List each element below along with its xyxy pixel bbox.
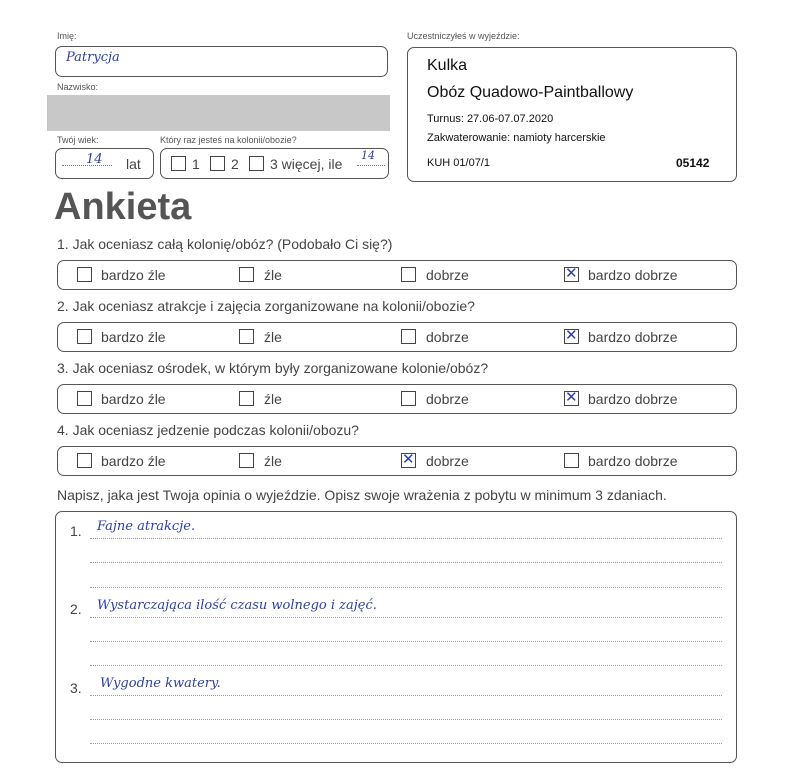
age-label: Twój wiek: [57, 135, 99, 145]
dotted-line [90, 743, 722, 744]
trip-turnus: Turnus: 27.06-07.07.2020 [427, 113, 554, 125]
q1-option-very-bad-checkbox[interactable] [77, 267, 92, 282]
trip-number: 05142 [676, 156, 710, 170]
opinion-prompt: Napisz, jaka jest Twoja opinia o wyjeździe. Opisz swoje wrażenia z pobytu w minimum 3 zdaniach. [57, 487, 667, 503]
q3-option-good-checkbox[interactable] [401, 391, 416, 406]
dotted-line [90, 695, 722, 696]
survey-title: Ankieta [54, 186, 192, 228]
which-time-option-3: 3 więcej, ile [270, 156, 343, 172]
trip-camp-name: Obóz Quadowo-Paintballowy [427, 84, 634, 101]
q1-option-very-good-checkbox[interactable] [564, 267, 579, 282]
which-time-label: Który raz jesteś na kolonii/obozie? [160, 135, 297, 145]
which-time-option-2: 2 [231, 156, 239, 172]
q4-option-good-checkbox[interactable] [401, 453, 416, 468]
which-time-checkbox-2[interactable] [210, 156, 225, 171]
rating-row-4 [57, 446, 737, 476]
q4-option-very-bad-label: bardzo źle [101, 453, 166, 469]
q1-option-bad-label: źle [264, 267, 282, 283]
q4-option-bad-checkbox[interactable] [239, 453, 254, 468]
rating-row-1 [57, 260, 737, 290]
q4-option-very-good-checkbox[interactable] [564, 453, 579, 468]
q3-option-bad-label: źle [264, 391, 282, 407]
question-3: 3. Jak oceniasz ośrodek, w którym były zorganizowane kolonie/obóz? [57, 360, 489, 376]
dotted-line [90, 641, 722, 642]
trip-label: Uczestniczyłeś w wyjeździe: [407, 31, 520, 41]
dotted-line [90, 587, 722, 588]
rating-row-2 [57, 322, 737, 352]
q3-option-very-bad-checkbox[interactable] [77, 391, 92, 406]
q4-option-bad-label: źle [264, 453, 282, 469]
q2-option-good-label: dobrze [426, 329, 469, 345]
which-time-checkbox-3[interactable] [249, 156, 264, 171]
dotted-line [90, 665, 722, 666]
dotted-line [90, 719, 722, 720]
which-time-checkbox-1[interactable] [171, 156, 186, 171]
opinion-number-3: 3. [70, 680, 82, 696]
rating-row-3 [57, 384, 737, 414]
surname-label: Nazwisko: [57, 82, 99, 92]
q3-option-bad-checkbox[interactable] [239, 391, 254, 406]
which-time-option-1: 1 [192, 156, 200, 172]
q2-option-bad-checkbox[interactable] [239, 329, 254, 344]
q2-option-very-good-label: bardzo dobrze [588, 329, 678, 345]
q4-option-very-good-label: bardzo dobrze [588, 453, 678, 469]
q3-option-very-good-label: bardzo dobrze [588, 391, 678, 407]
dotted-line [90, 562, 722, 563]
q4-option-good-label: dobrze [426, 453, 469, 469]
surname-redacted [47, 95, 390, 131]
age-unit: lat [126, 156, 141, 172]
opinion-number-2: 2. [70, 601, 82, 617]
question-1: 1. Jak oceniasz całą kolonię/obóz? (Podobało Ci się?) [57, 236, 393, 252]
name-label: Imię: [57, 31, 77, 41]
q1-option-very-bad-label: bardzo źle [101, 267, 166, 283]
which-time-dotted-line [357, 165, 385, 166]
q2-option-good-checkbox[interactable] [401, 329, 416, 344]
age-value: 14 [86, 152, 103, 167]
q1-option-good-label: dobrze [426, 267, 469, 283]
age-field[interactable] [55, 148, 154, 179]
dotted-line [90, 617, 722, 618]
q4-option-very-bad-checkbox[interactable] [77, 453, 92, 468]
opinion-number-1: 1. [70, 523, 82, 539]
q2-option-very-bad-checkbox[interactable] [77, 329, 92, 344]
opinion-answer-3: Wygodne kwatery. [100, 676, 221, 691]
name-field[interactable] [55, 46, 388, 77]
question-2: 2. Jak oceniasz atrakcje i zajęcia zorganizowane na kolonii/obozie? [57, 298, 475, 314]
which-time-value: 14 [361, 149, 375, 162]
q1-option-very-good-label: bardzo dobrze [588, 267, 678, 283]
q3-option-good-label: dobrze [426, 391, 469, 407]
opinion-box[interactable] [55, 511, 737, 763]
q3-option-very-bad-label: bardzo źle [101, 391, 166, 407]
which-time-field [160, 148, 389, 179]
q2-option-bad-label: źle [264, 329, 282, 345]
trip-company: Kulka [427, 57, 468, 74]
trip-accommodation: Zakwaterowanie: namioty harcerskie [427, 132, 606, 144]
q1-option-good-checkbox[interactable] [401, 267, 416, 282]
q1-option-bad-checkbox[interactable] [239, 267, 254, 282]
dotted-line [90, 538, 722, 539]
name-value: Patrycja [66, 50, 120, 65]
q2-option-very-good-checkbox[interactable] [564, 329, 579, 344]
opinion-answer-2: Wystarczająca ilość czasu wolnego i zajęć. [97, 598, 377, 613]
opinion-answer-1: Fajne atrakcje. [97, 519, 196, 534]
q2-option-very-bad-label: bardzo źle [101, 329, 166, 345]
q3-option-very-good-checkbox[interactable] [564, 391, 579, 406]
trip-code: KUH 01/07/1 [427, 157, 490, 169]
question-4: 4. Jak oceniasz jedzenie podczas kolonii/obozu? [57, 422, 359, 438]
